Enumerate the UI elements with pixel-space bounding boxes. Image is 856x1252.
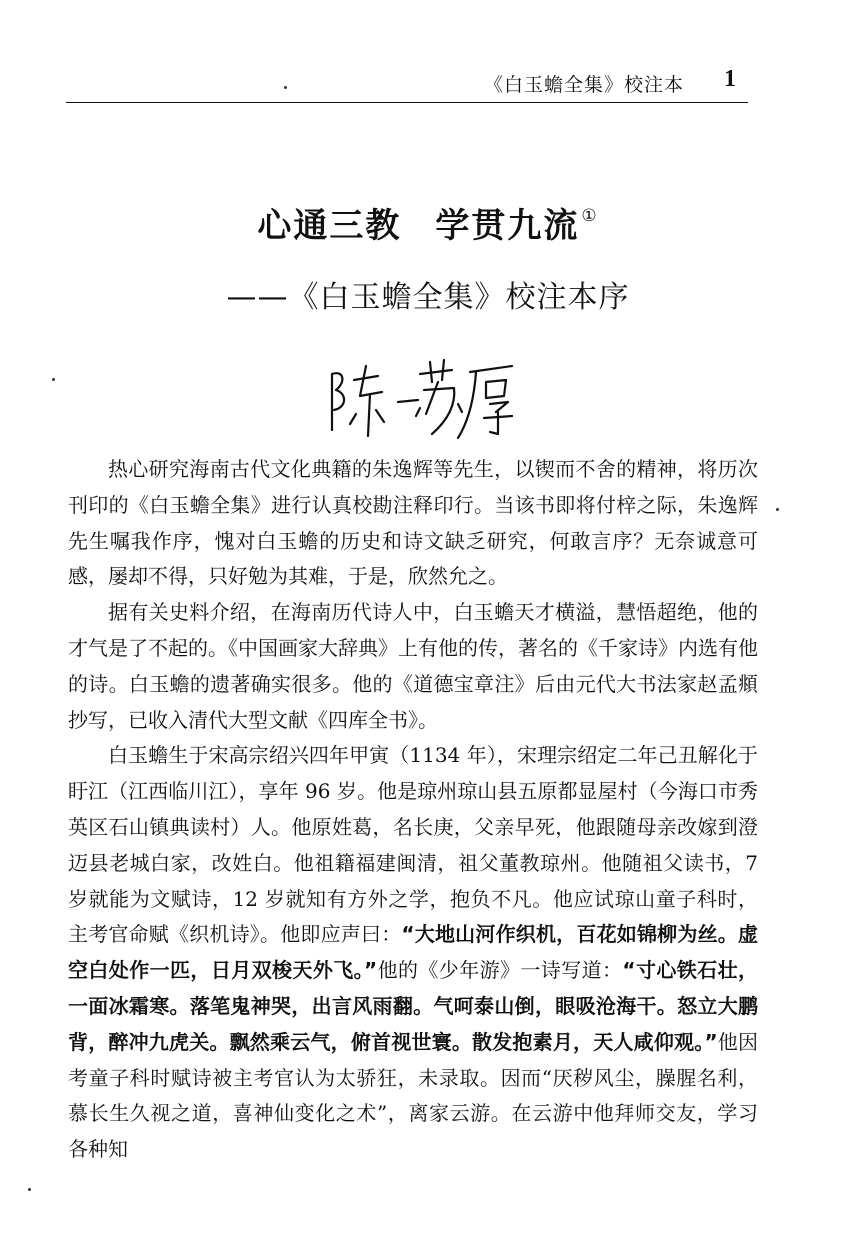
page-title <box>0 198 856 247</box>
scan-speck <box>28 1188 31 1191</box>
paragraph-2: 据有关史料介绍，在海南历代诗人中，白玉蟾天才横溢，慧悟超绝，他的才气是了不起的。《中国画家大辞典》上有他的传，著名的《千家诗》内选有他的诗。白玉蟾的遗著确实很多。他的《道德宝章注》后由元代大书法家赵孟頫抄写，已收入清代大型文献《四库全书》。 <box>68 600 758 732</box>
page-number: 1 <box>724 66 736 92</box>
running-title: 《白玉蟾全集》校注本 <box>483 74 684 96</box>
paragraph-3-text-b: 他的《少年游》一诗写道： <box>377 958 623 983</box>
poem-quote-weaving: “大地山河作织机，百花如锦柳为丝。虚空白处作一匹，日月双梭天外飞。” <box>68 922 758 983</box>
title-part-2: 学贯九流 <box>435 206 580 246</box>
title-part-1: 心通三教 <box>257 206 402 246</box>
poem-quote-shaonianyou: “寸心铁石壮，一面冰霜寒。落笔鬼神哭，出言风雨翻。气呵泰山倒，眼吸沧海干。怒立大鹏背，醉冲九虎关。飘然乘云气，俯首视世寰。散发抱素月，天人咸仰观。” <box>68 958 758 1054</box>
paragraph-1: 热心研究海南古代文化典籍的朱逸辉等先生，以锲而不舍的精神，将历次刊印的《白玉蟾全集》进行认真校勘注释印行。当该书即将付梓之际，朱逸辉先生嘱我作序，愧对白玉蟾的历史和诗文缺乏研究，何敢言序？无奈诚意可感，屡却不得，只好勉为其难，于是，欣然允之。 <box>68 457 758 589</box>
paragraph-3 <box>68 738 758 1168</box>
scan-speck <box>776 508 779 511</box>
running-header <box>66 66 748 103</box>
paragraph-3-text-c: 他因考童子科时赋诗被主考官认为太骄狂，未录取。因而“厌秽风尘，臊腥名利，慕长生久视之道，喜神仙变化之术”，离家云游。在云游中他拜师交友，学习各种知 <box>68 1029 758 1162</box>
page-subtitle: ——《白玉蟾全集》校注本序 <box>226 280 630 315</box>
scan-speck <box>52 378 55 381</box>
scan-speck <box>284 86 287 89</box>
paragraph-3-text-a: 白玉蟾生于宋高宗绍兴四年甲寅（1134 年），宋理宗绍定二年己丑解化于盱江（江西临川江），享年 96 岁。他是琼州琼山县五原都显屋村（今海口市秀英区石山镇典读村）人。他原姓葛，名长庚，父亲早死，他跟随母亲改嫁到澄迈县老城白家，改姓白。他祖籍福建闽清，祖父董教琼州。他随祖父读书，7 岁就能为文赋诗，12 岁就知有方外之学，抱负不凡。他应试琼山童子科时，主考官命赋《织机诗》。他即应声曰： <box>68 743 758 947</box>
author-signature <box>320 352 520 442</box>
footnote-marker: ① <box>581 206 599 226</box>
body-text <box>68 452 758 1168</box>
